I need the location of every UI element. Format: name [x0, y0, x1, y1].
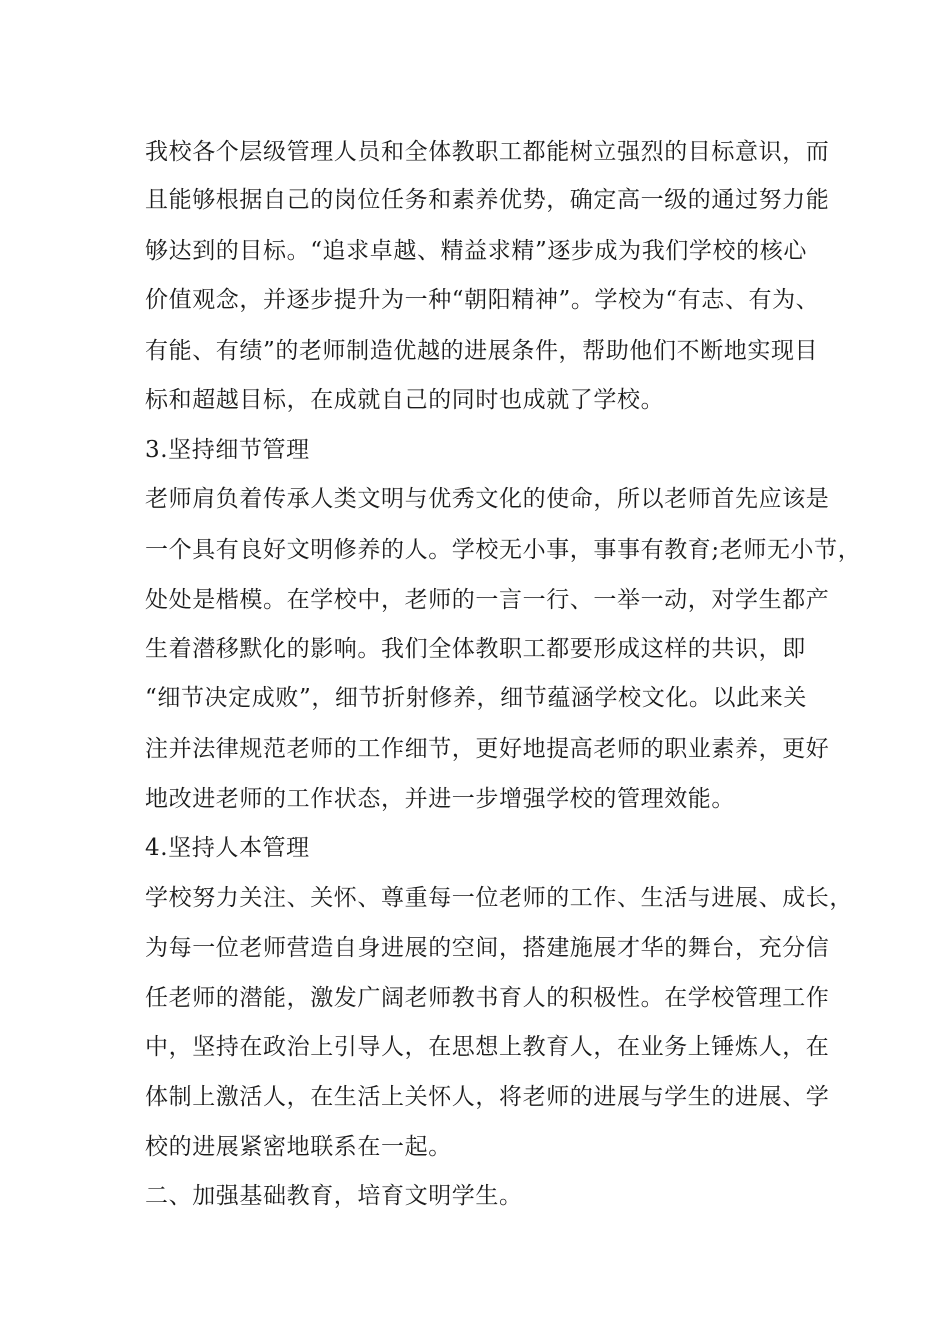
- text-line: 学校努力关注、关怀、尊重每一位老师的工作、生活与进展、成长，: [145, 885, 853, 911]
- text-line: 价值观念，并逐步提升为一种“朝阳精神”。学校为“有志、有为、: [145, 287, 820, 313]
- text-line: 任老师的潜能，激发广阔老师教书育人的积极性。在学校管理工作: [145, 985, 830, 1011]
- text-line: 且能够根据自己的岗位任务和素养优势，确定高一级的通过努力能: [145, 187, 830, 213]
- text-line: 标和超越目标，在成就自己的同时也成就了学校。: [145, 387, 665, 413]
- text-line: 地改进老师的工作状态，并进一步增强学校的管理效能。: [145, 786, 735, 812]
- section-heading: 二、加强基础教育，培育文明学生。: [145, 1183, 523, 1209]
- text-line: 我校各个层级管理人员和全体教职工都能树立强烈的目标意识，而: [145, 139, 830, 165]
- section-heading: 3.坚持细节管理: [145, 437, 310, 463]
- text-line: 生着潜移默化的影响。我们全体教职工都要形成这样的共识，即: [145, 636, 806, 662]
- text-line: 处处是楷模。在学校中，老师的一言一行、一举一动，对学生都产: [145, 587, 830, 613]
- text-line: 够达到的目标。“追求卓越、精益求精”逐步成为我们学校的核心: [145, 238, 807, 264]
- text-line: 一个具有良好文明修养的人。学校无小事，事事有教育;老师无小节，: [145, 537, 862, 563]
- text-line: “细节决定成败”，细节折射修养，细节蕴涵学校文化。以此来关: [145, 685, 807, 711]
- section-heading: 4.坚持人本管理: [145, 835, 310, 861]
- text-line: 为每一位老师营造自身进展的空间，搭建施展才华的舞台，充分信: [145, 935, 830, 961]
- text-line: 注并法律规范老师的工作细节，更好地提高老师的职业素养，更好: [145, 736, 830, 762]
- text-line: 有能、有绩”的老师制造优越的进展条件，帮助他们不断地实现目: [145, 338, 819, 364]
- text-line: 老师肩负着传承人类文明与优秀文化的使命，所以老师首先应该是: [145, 486, 830, 512]
- text-line: 体制上激活人，在生活上关怀人，将老师的进展与学生的进展、学: [145, 1084, 830, 1110]
- text-line: 中，坚持在政治上引导人，在思想上教育人，在业务上锤炼人，在: [145, 1034, 830, 1060]
- text-line: 校的进展紧密地联系在一起。: [145, 1134, 452, 1160]
